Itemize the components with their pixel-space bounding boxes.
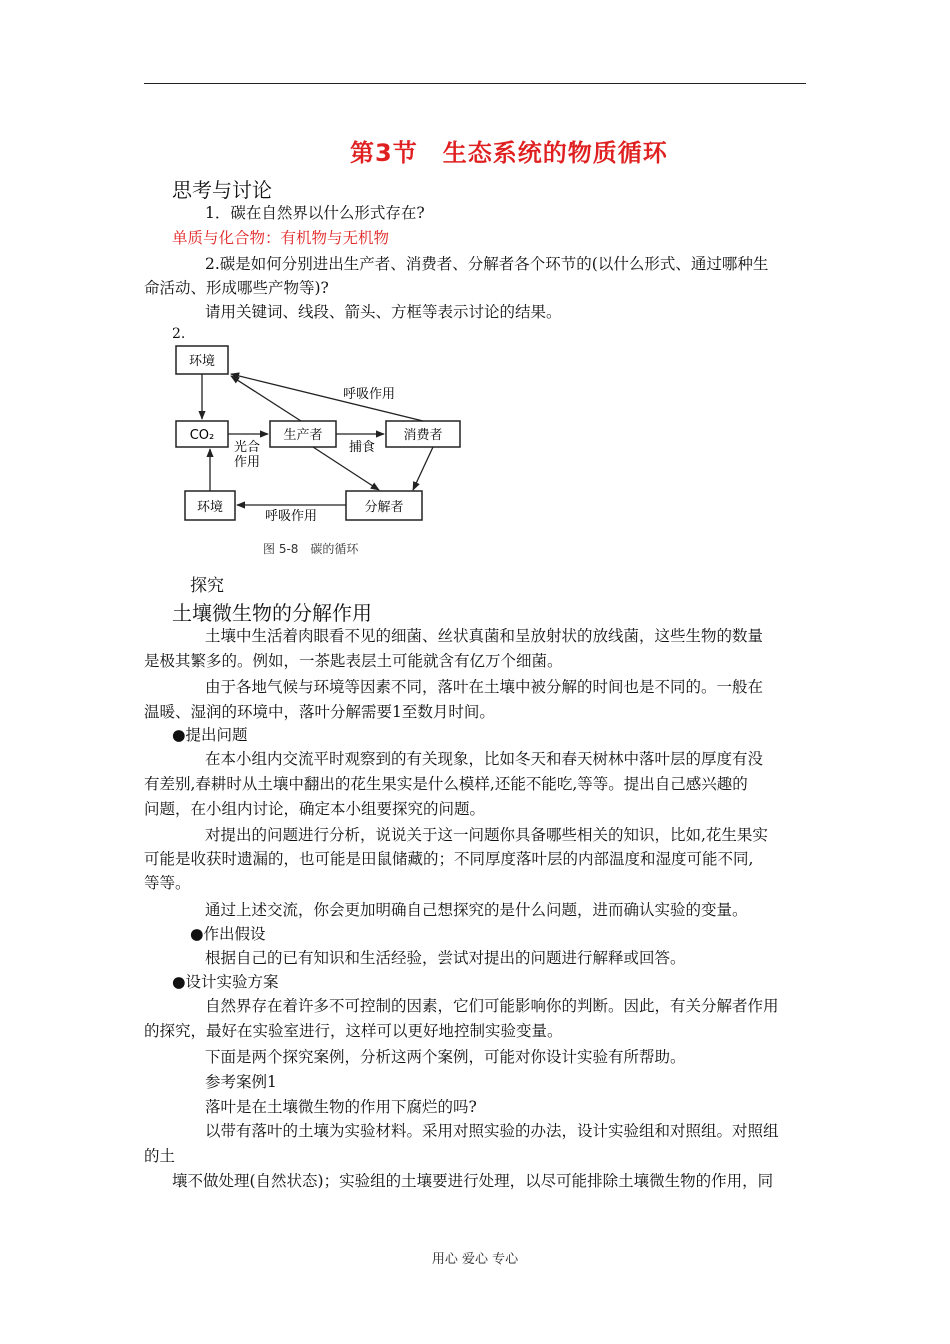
label-photosynthesis-2: 作用 xyxy=(234,455,261,470)
para-7-line-1: 自然界存在着许多不可控制的因素，它们可能影响你的判断。因此，有关分解者作用 xyxy=(205,997,779,1015)
label-co2: CO₂ xyxy=(189,428,215,443)
para-3-line-3: 问题，在小组内讨论，确定本小组要探究的问题。 xyxy=(144,800,486,818)
label-producer: 生产者 xyxy=(283,428,323,443)
bullet-design-experiment: ●设计实验方案 xyxy=(172,973,279,991)
para-2-line-2: 温暖、湿润的环境中，落叶分解需要1至数月时间。 xyxy=(144,703,495,721)
carbon-cycle-diagram xyxy=(165,340,465,565)
case-question: 落叶是在土壤微生物的作用下腐烂的吗? xyxy=(205,1098,477,1116)
question-2-line-2: 命活动、形成哪些产物等)? xyxy=(144,279,329,297)
diagram-caption: 图 5-8 碳的循环 xyxy=(263,542,359,556)
discussion-heading: 思考与讨论 xyxy=(172,178,272,202)
para-9-line-1: 以带有落叶的土壤为实验材料。采用对照实验的办法，设计实验组和对照组。对照组 xyxy=(205,1122,779,1140)
bullet-make-hypothesis: ●作出假设 xyxy=(190,925,266,943)
para-6: 根据自己的已有知识和生活经验，尝试对提出的问题进行解释或回答。 xyxy=(205,949,686,967)
label-environment-top: 环境 xyxy=(188,354,216,369)
explore-label: 探究 xyxy=(190,576,224,596)
page-footer: 用心 爱心 专心 xyxy=(431,1252,519,1267)
header-rule xyxy=(144,83,806,84)
label-environment-bottom: 环境 xyxy=(196,500,224,515)
arrow-consumer-to-decomposer xyxy=(413,447,433,490)
question-2-instruction: 请用关键词、线段、箭头、方框等表示讨论的结果。 xyxy=(205,303,562,321)
para-1-line-1: 土壤中生活着肉眼看不见的细菌、丝状真菌和呈放射状的放线菌，这些生物的数量 xyxy=(205,627,764,645)
question-2-line-1: 2.碳是如何分别进出生产者、消费者、分解者各个环节的(以什么形式、通过哪种生 xyxy=(205,255,769,273)
answer-1: 单质与化合物：有机物与无机物 xyxy=(172,229,390,247)
para-4-line-2: 可能是收获时遗漏的，也可能是田鼠储藏的；不同厚度落叶层的内部温度和湿度可能不同, xyxy=(144,850,754,868)
para-8: 下面是两个探究案例，分析这两个案例，可能对你设计实验有所帮助。 xyxy=(205,1048,686,1066)
explore-title: 土壤微生物的分解作用 xyxy=(172,601,372,625)
section-title: 第3节 生态系统的物质循环 xyxy=(350,139,668,167)
para-7-line-2: 的探究，最好在实验室进行，这样可以更好地控制实验变量。 xyxy=(144,1022,563,1040)
para-9-line-3: 壤不做处理(自然状态)；实验组的土壤要进行处理，以尽可能排除土壤微生物的作用，同 xyxy=(172,1172,774,1190)
label-predation: 捕食 xyxy=(349,440,376,455)
label-consumer: 消费者 xyxy=(403,428,443,443)
para-2-line-1: 由于各地气候与环境等因素不同，落叶在土壤中被分解的时间也是不同的。一般在 xyxy=(205,678,764,696)
label-respiration-top: 呼吸作用 xyxy=(343,387,396,402)
question-1: 1．碳在自然界以什么形式存在? xyxy=(205,204,425,222)
para-3-line-1: 在本小组内交流平时观察到的有关现象，比如冬天和春天树林中落叶层的厚度有没 xyxy=(205,750,764,768)
para-4-line-1: 对提出的问题进行分析，说说关于这一问题你具备哪些相关的知识，比如,花生果实 xyxy=(205,826,768,844)
label-decomposer: 分解者 xyxy=(364,500,404,515)
case-label: 参考案例1 xyxy=(205,1073,277,1091)
bullet-ask-question: ●提出问题 xyxy=(172,726,248,744)
para-1-line-2: 是极其繁多的。例如，一茶匙表层土可能就含有亿万个细菌。 xyxy=(144,652,563,670)
label-respiration-bottom: 呼吸作用 xyxy=(265,509,318,524)
label-photosynthesis-1: 光合 xyxy=(234,440,261,455)
para-5: 通过上述交流，你会更加明确自己想探究的是什么问题，进而确认实验的变量。 xyxy=(205,901,748,919)
answer-2-number: 2. xyxy=(172,326,186,342)
para-3-line-2: 有差别,春耕时从土壤中翻出的花生果实是什么模样,还能不能吃,等等。提出自己感兴趣的 xyxy=(144,775,748,793)
para-4-line-3: 等等。 xyxy=(144,874,191,892)
para-9-line-2: 的土 xyxy=(144,1147,176,1165)
